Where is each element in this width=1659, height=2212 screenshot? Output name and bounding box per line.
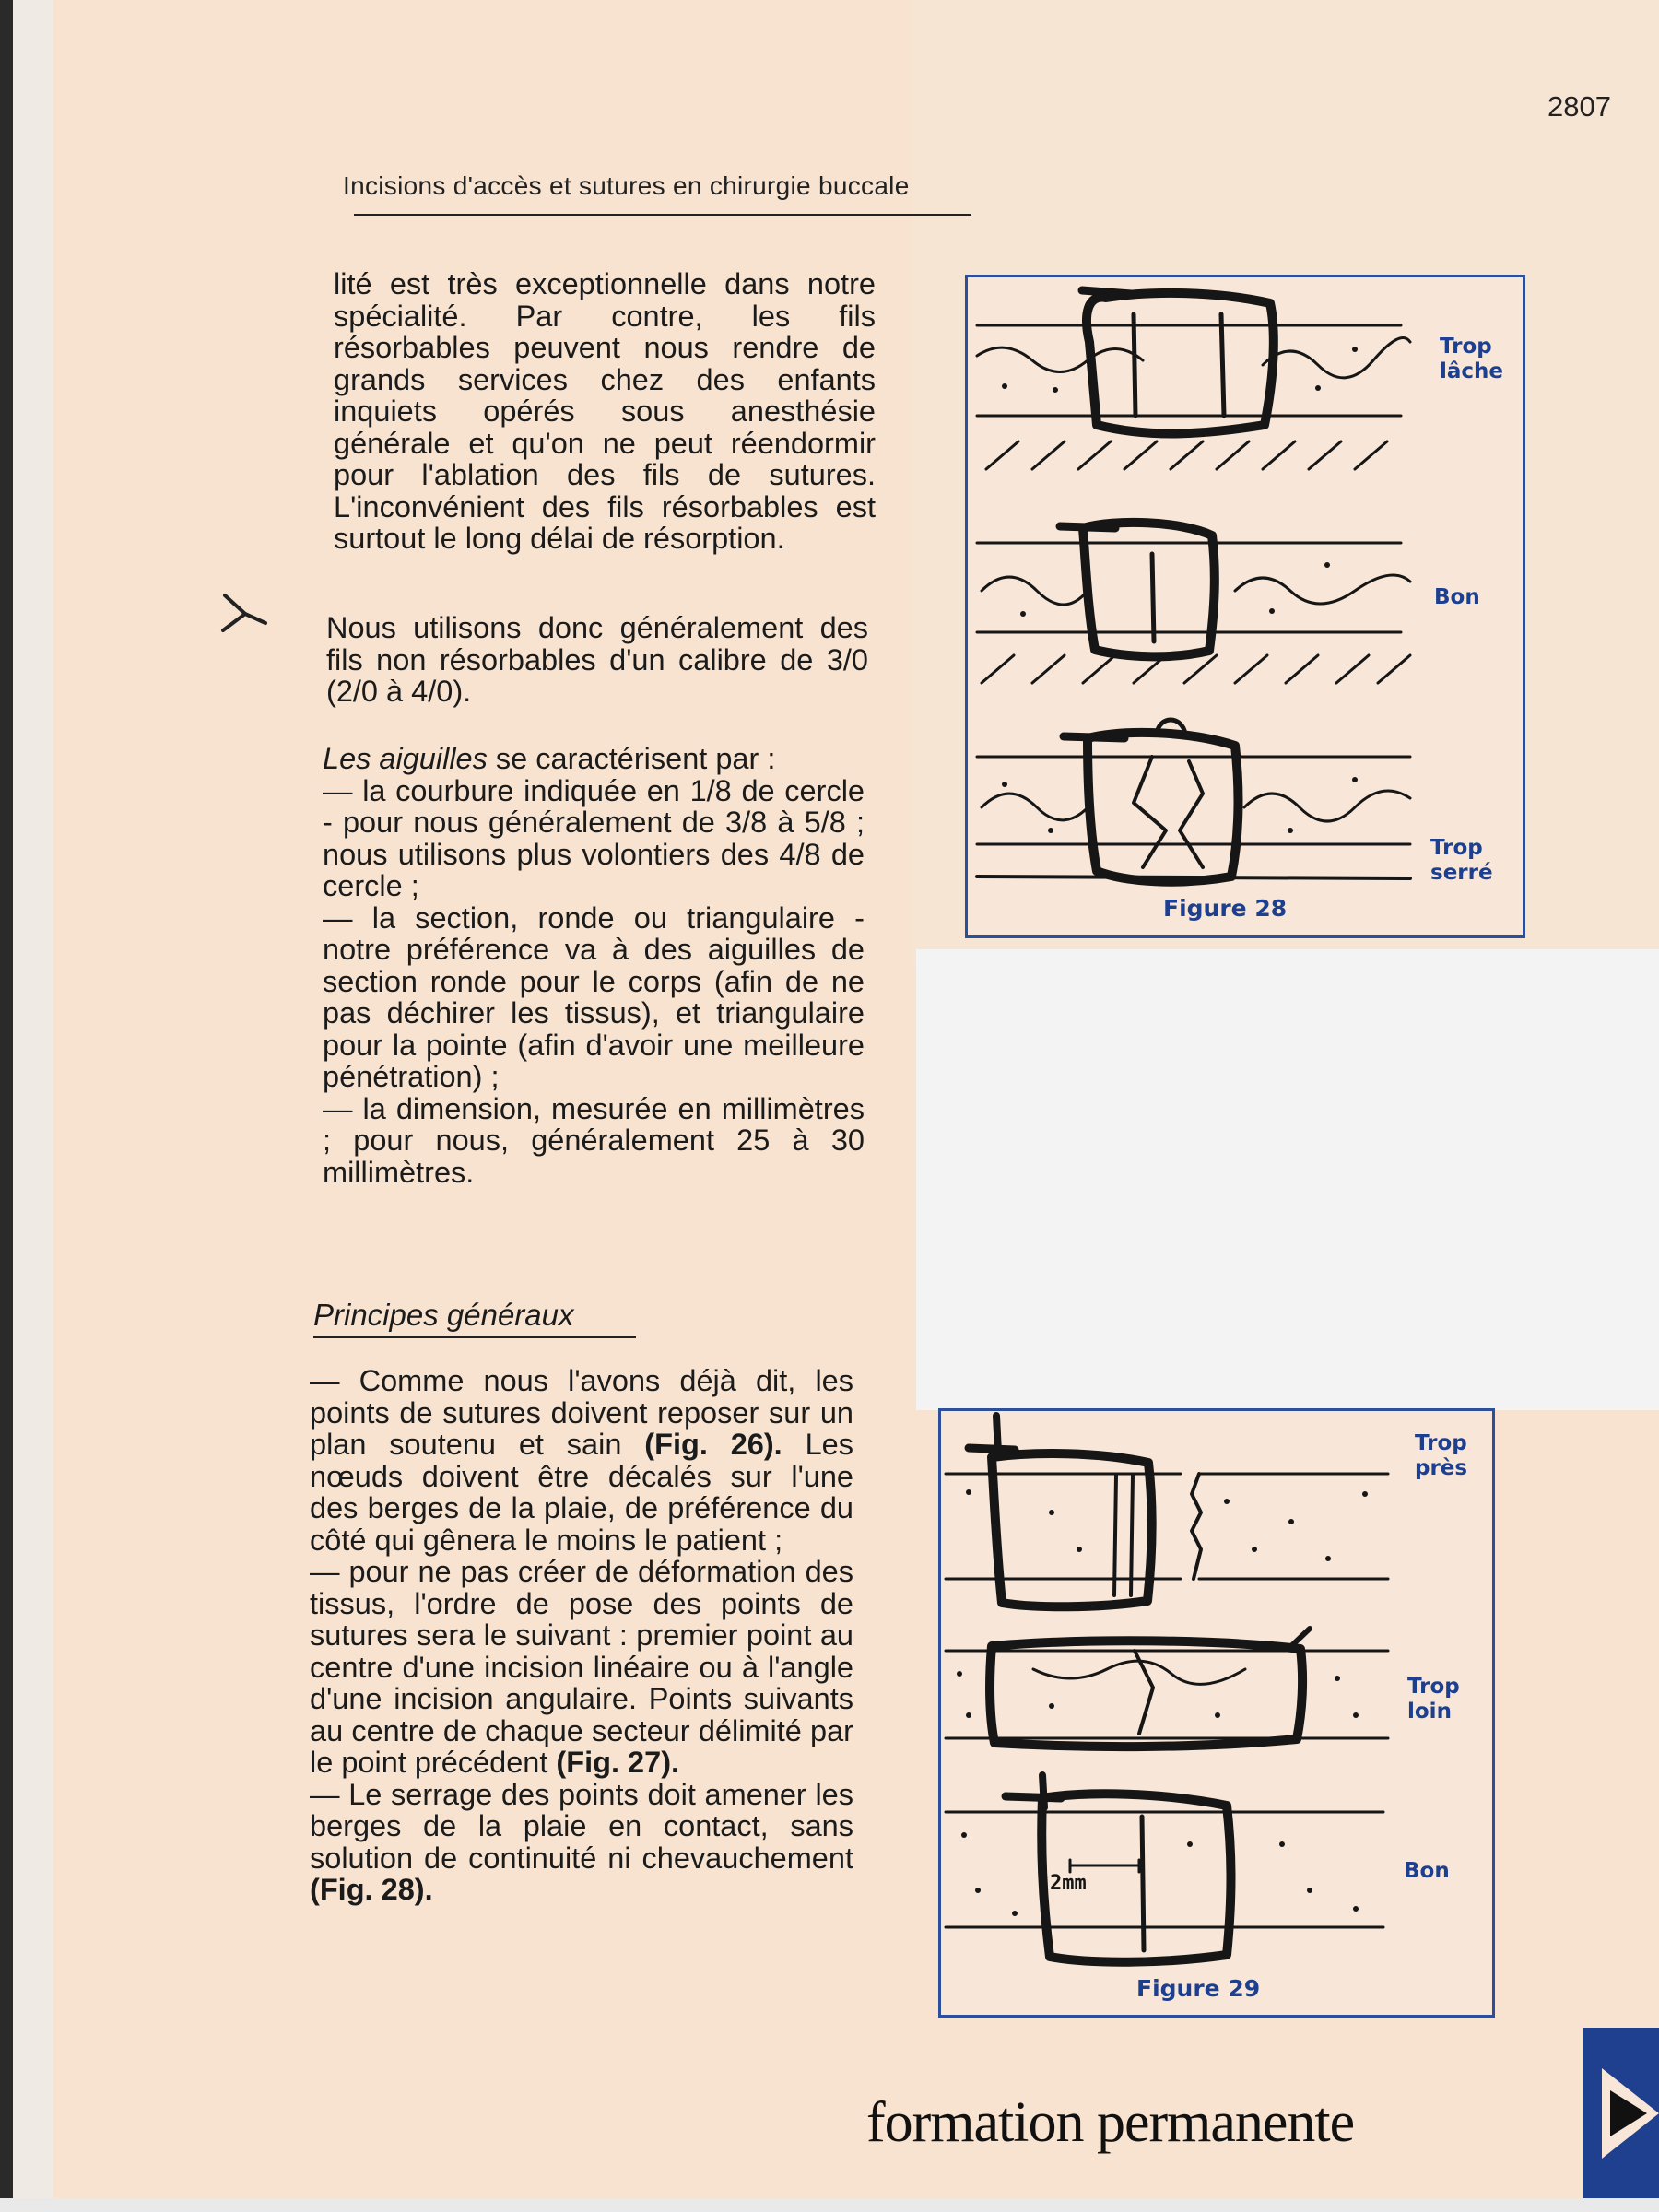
needles-item-section: — la section, ronde ou triangulaire - notre préférence va à des aiguilles de section ronde pour le corps (afin de ne pas déchirer les tissus), et triangulaire pour la pointe (afin d'avoir une meilleure pénétration) ;	[323, 900, 865, 1093]
scan-edge-light	[13, 0, 57, 2212]
figure-29	[938, 1408, 1495, 2018]
paragraph-principles	[310, 1365, 853, 1906]
figure-29-caption: Figure 29	[1136, 1975, 1261, 2002]
figure-28	[965, 275, 1525, 938]
figure-29-handwritten-note: 2mm	[1050, 1872, 1087, 1895]
scan-edge-bottom	[0, 2198, 1659, 2212]
section-heading-rule	[313, 1336, 636, 1338]
principles-b: Les nœuds doivent être décalés sur l'une des berges de la plaie, de préférence du côté qui gênera le moins le patient ;	[310, 1428, 853, 1557]
handwritten-k-mark-icon	[218, 590, 269, 636]
figure-28-label-good: Bon	[1434, 585, 1480, 609]
needles-item-dimension: — la dimension, mesurée en millimètres ; pour nous, généralement 25 à 30 millimètres.	[323, 1091, 865, 1189]
needles-term: Les aiguilles	[323, 742, 488, 775]
needles-intro: se caractérisent par :	[487, 742, 776, 775]
figure-28-caption: Figure 28	[1163, 895, 1288, 922]
figure-29-label-good: Bon	[1404, 1859, 1450, 1883]
figure-28-label-loose: Trop lâche	[1440, 335, 1504, 383]
running-head-rule	[354, 214, 971, 216]
figure-29-label-close: Trop près	[1415, 1431, 1468, 1480]
figure-29-label-far: Trop loin	[1407, 1675, 1460, 1724]
fig28-ref: (Fig. 28).	[310, 1873, 433, 1906]
principles-d: — Le serrage des points doit amener les berges de la plaie en contact, sans solution de continuité ni chevauchement	[310, 1777, 853, 1875]
section-heading: Principes généraux	[313, 1298, 574, 1332]
scan-gap	[916, 949, 1659, 1410]
paragraph-resorbable: lité est très exceptionnelle dans notre spécialité. Par contre, les fils résorbables peuvent nous rendre de grands services chez des enfants inquiets opérés sous anesthésie générale et qu'on ne peut réendormir pour l'ablation des fils de sutures. L'inconvénient des fils résorbables est surtout le long délai de résorption.	[334, 267, 876, 555]
scan-edge-dark	[0, 0, 13, 2212]
figure-28-label-tight: Trop serré	[1430, 836, 1493, 885]
fig26-ref: (Fig. 26).	[644, 1428, 782, 1461]
fig27-ref: (Fig. 27).	[556, 1746, 680, 1779]
paragraph-needles	[323, 743, 865, 1188]
principles-c: — pour ne pas créer de déformation des tissus, l'ordre de pose des points de sutures sera le suivant : premier point au centre d'une incision linéaire ou à l'angle d'une incision angulaire. Points suivants au centre de chaque secteur délimité par le point précédent	[310, 1555, 853, 1779]
footer-title: formation permanente	[866, 2091, 1355, 2154]
paragraph-calibre: Nous utilisons donc généralement des fils non résorbables d'un calibre de 3/0 (2/0 à 4/0).	[326, 611, 868, 708]
running-head: Incisions d'accès et sutures en chirurgie buccale	[343, 171, 910, 200]
needles-item-curvature: — la courbure indiquée en 1/8 de cercle - pour nous généralement de 3/8 à 5/8 ; nous utilisons plus volontiers des 4/8 de cercle ;	[323, 773, 865, 902]
principles-a: — Comme nous l'avons déjà dit, les points de sutures doivent reposer sur un plan soutenu et sain	[310, 1364, 853, 1461]
page-number: 2807	[1547, 90, 1611, 123]
